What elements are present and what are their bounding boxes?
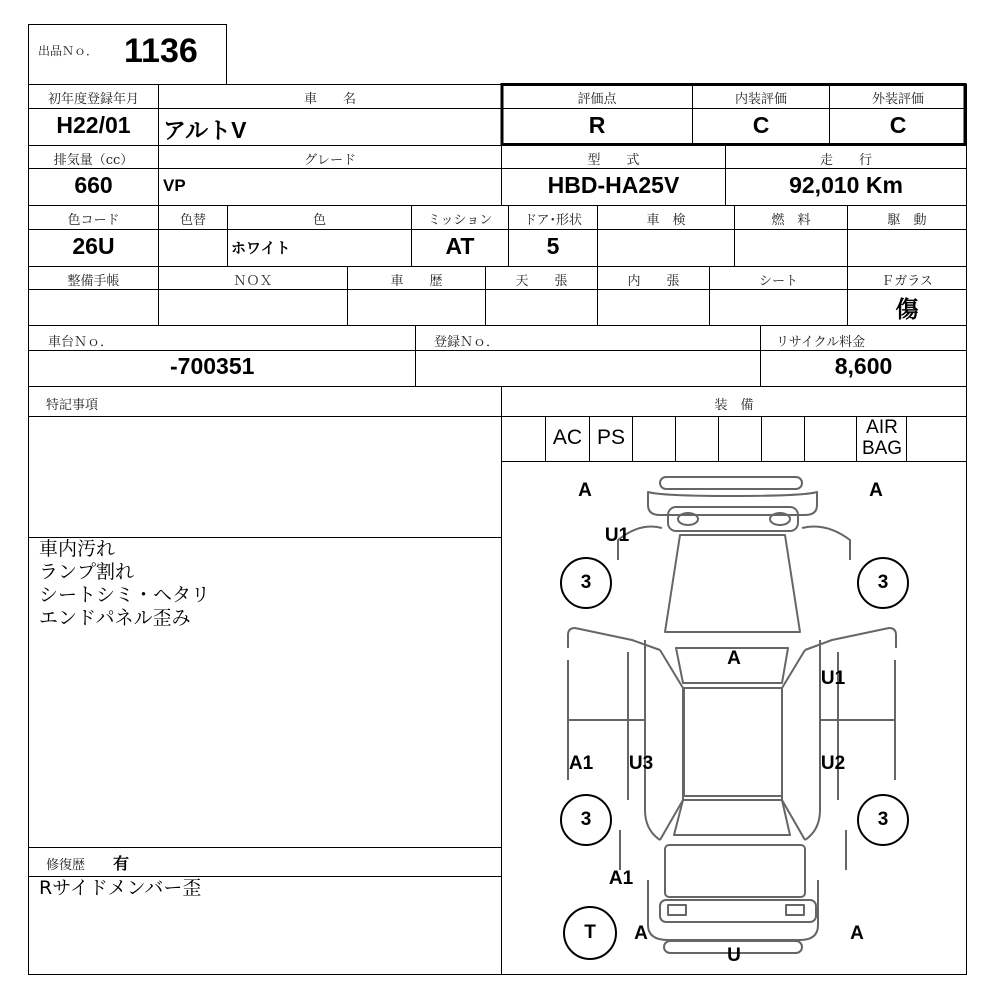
equipment-ac: AC [552,426,583,449]
equipment-label: 装 備 [714,398,754,413]
color-value: ホワイト [231,240,291,257]
car-diagram [501,462,966,974]
interior-label: 内装評価 [734,92,787,107]
f-glass-value: 傷 [895,296,919,323]
score-label: 評価点 [577,92,617,107]
chassis-no-label: 車台Ｎｏ． [48,335,114,350]
mark-rear-a1: A1 [608,868,634,889]
note-line: ランプ割れ [39,561,135,583]
grade-label: グレード [303,153,356,168]
mark-rear-bumper: U [727,945,741,966]
interior-value: C [752,112,770,138]
notes-label: 特記事項 [46,398,99,413]
color-label: 色 [312,213,326,228]
lot-label: 出品Ｎｏ． [38,44,99,58]
repaint-label: 色替 [179,213,206,228]
equipment-airbag: AIR BAG [861,417,903,459]
inspection-label: 車 検 [646,213,686,228]
mark-rear-right: A [850,923,864,944]
exterior-value: C [889,112,907,138]
recycle-fee-label: リサイクル料金 [776,335,866,350]
model-label: 型 式 [587,153,640,168]
displacement-label: 排気量（cc） [53,153,134,168]
lot-number: 1136 [124,32,198,70]
tire-front-left: 3 [560,557,612,609]
spare-tire: T [563,906,617,960]
mark-rear-left: A [634,923,648,944]
drive-label: 駆 動 [887,213,927,228]
recycle-fee-value: 8,600 [834,353,893,379]
seat-label: シート [758,274,798,289]
mark-right-side-u2: U2 [820,753,846,774]
note-line: 車内汚れ [39,538,116,560]
tire-rear-left: 3 [560,794,612,846]
transmission-label: ミッション [427,213,493,228]
car-name-value: アルトV [163,117,247,143]
tire-front-right: 3 [857,557,909,609]
reg-year-value: H22/01 [56,112,131,138]
model-value: HBD-HA25V [547,172,680,198]
interior-trim-label: 内 張 [627,274,680,289]
repair-note: Rサイドメンバー歪 [39,877,202,899]
tire-rear-right: 3 [857,794,909,846]
reg-no-label: 登録Ｎｏ． [434,335,500,350]
color-code-value: 26U [72,233,115,259]
mark-front-left: A [578,480,592,501]
door-shape-value: 5 [546,233,560,259]
notes-list [39,538,210,630]
history-label: 車 歴 [390,274,443,289]
door-shape-label: ドア･形状 [523,213,583,228]
nox-label: ＮＯＸ [233,274,273,289]
repair-label: 修復歴 [46,858,86,873]
mileage-value: 92,010 Km [789,172,903,198]
repair-value: 有 [113,854,130,873]
car-name-label: 車 名 [303,92,356,107]
color-code-label: 色コード [67,213,120,228]
displacement-value: 660 [74,172,113,198]
chassis-no-value: -700351 [170,353,255,379]
mileage-label: 走 行 [819,153,872,168]
score-value: R [588,112,606,138]
equipment-ps: PS [596,426,625,449]
note-line: エンドパネル歪み [39,607,191,629]
mark-hood: A [727,648,741,669]
fuel-label: 燃 料 [771,213,811,228]
mark-front-right: A [869,480,883,501]
maintenance-label: 整備手帳 [67,274,120,289]
f-glass-label: Ｆガラス [881,274,933,289]
transmission-value: AT [445,233,475,259]
roof-label: 天 張 [515,274,568,289]
mark-left-side-u3: U3 [628,753,654,774]
mark-left-side-a1: A1 [568,753,594,774]
exterior-label: 外装評価 [871,92,924,107]
mark-right-front-door: U1 [820,668,846,689]
grade-value: VP [163,176,186,195]
reg-year-label: 初年度登録年月 [47,92,139,107]
note-line: シートシミ・ヘタリ [39,584,211,606]
mark-front-pillar: U1 [604,525,630,546]
